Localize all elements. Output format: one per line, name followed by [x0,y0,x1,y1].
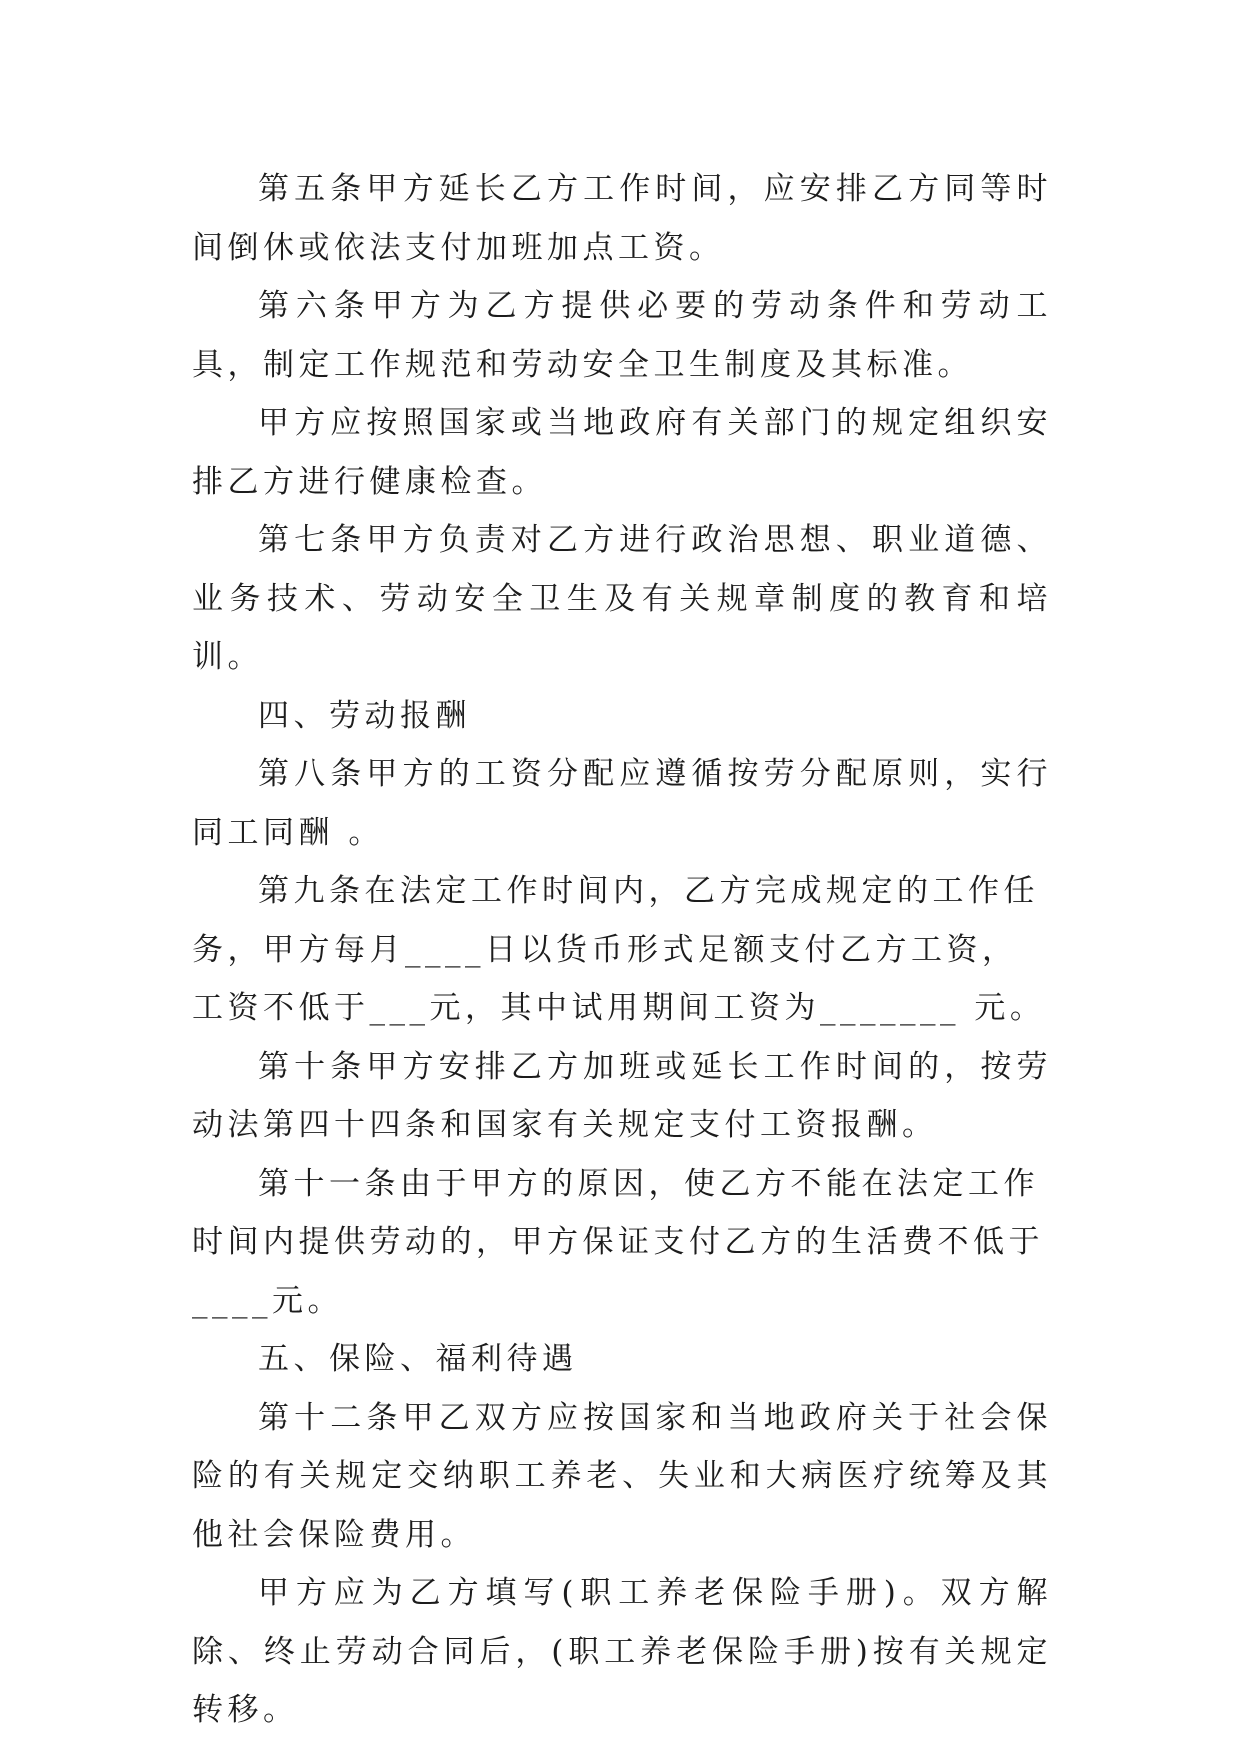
section-5-heading: 五、保险、福利待遇 [258,1341,578,1377]
health-check-paragraph: 甲方应按照国家或当地政府有关部门的规定组织安排乙方进行健康检查。 [192,405,1052,500]
article-12-paragraph: 第十二条甲乙双方应按国家和当地政府关于社会保险的有关规定交纳职工养老、失业和大病医疗统筹及其他社会保险费用。 [192,1399,1052,1553]
section-4-heading: 四、劳动报酬 [258,697,471,734]
article-8-paragraph: 第八条甲方的工资分配应遵循按劳分配原则，实行同工同酬 。 [192,756,1052,851]
document-body [192,160,1052,1740]
article-11-paragraph: 第十一条由于甲方的原因，使乙方不能在法定工作时间内提供劳动的，甲方保证支付乙方的生活费不低于____元。 [192,1165,1044,1319]
article-5-paragraph: 第五条甲方延长乙方工作时间，应安排乙方同等时间倒休或依法支付加班加点工资。 [192,171,1052,266]
article-10-paragraph: 第十条甲方安排乙方加班或延长工作时间的，按劳动法第四十四条和国家有关规定支付工资报酬。 [192,1048,1052,1143]
article-6-paragraph: 第六条甲方为乙方提供必要的劳动条件和劳动工具，制定工作规范和劳动安全卫生制度及其标准。 [192,288,1052,383]
article-9-paragraph: 第九条在法定工作时间内，乙方完成规定的工作任务，甲方每月____日以货币形式足额支付乙方工资，工资不低于___元，其中试用期间工资为_______ 元。 [192,873,1046,1026]
pension-handbook-paragraph: 甲方应为乙方填写(职工养老保险手册)。双方解除、终止劳动合同后，(职工养老保险手册)按有关规定转移。 [192,1575,1052,1728]
article-7-paragraph: 第七条甲方负责对乙方进行政治思想、职业道德、业务技术、劳动安全卫生及有关规章制度的教育和培训。 [192,522,1052,675]
